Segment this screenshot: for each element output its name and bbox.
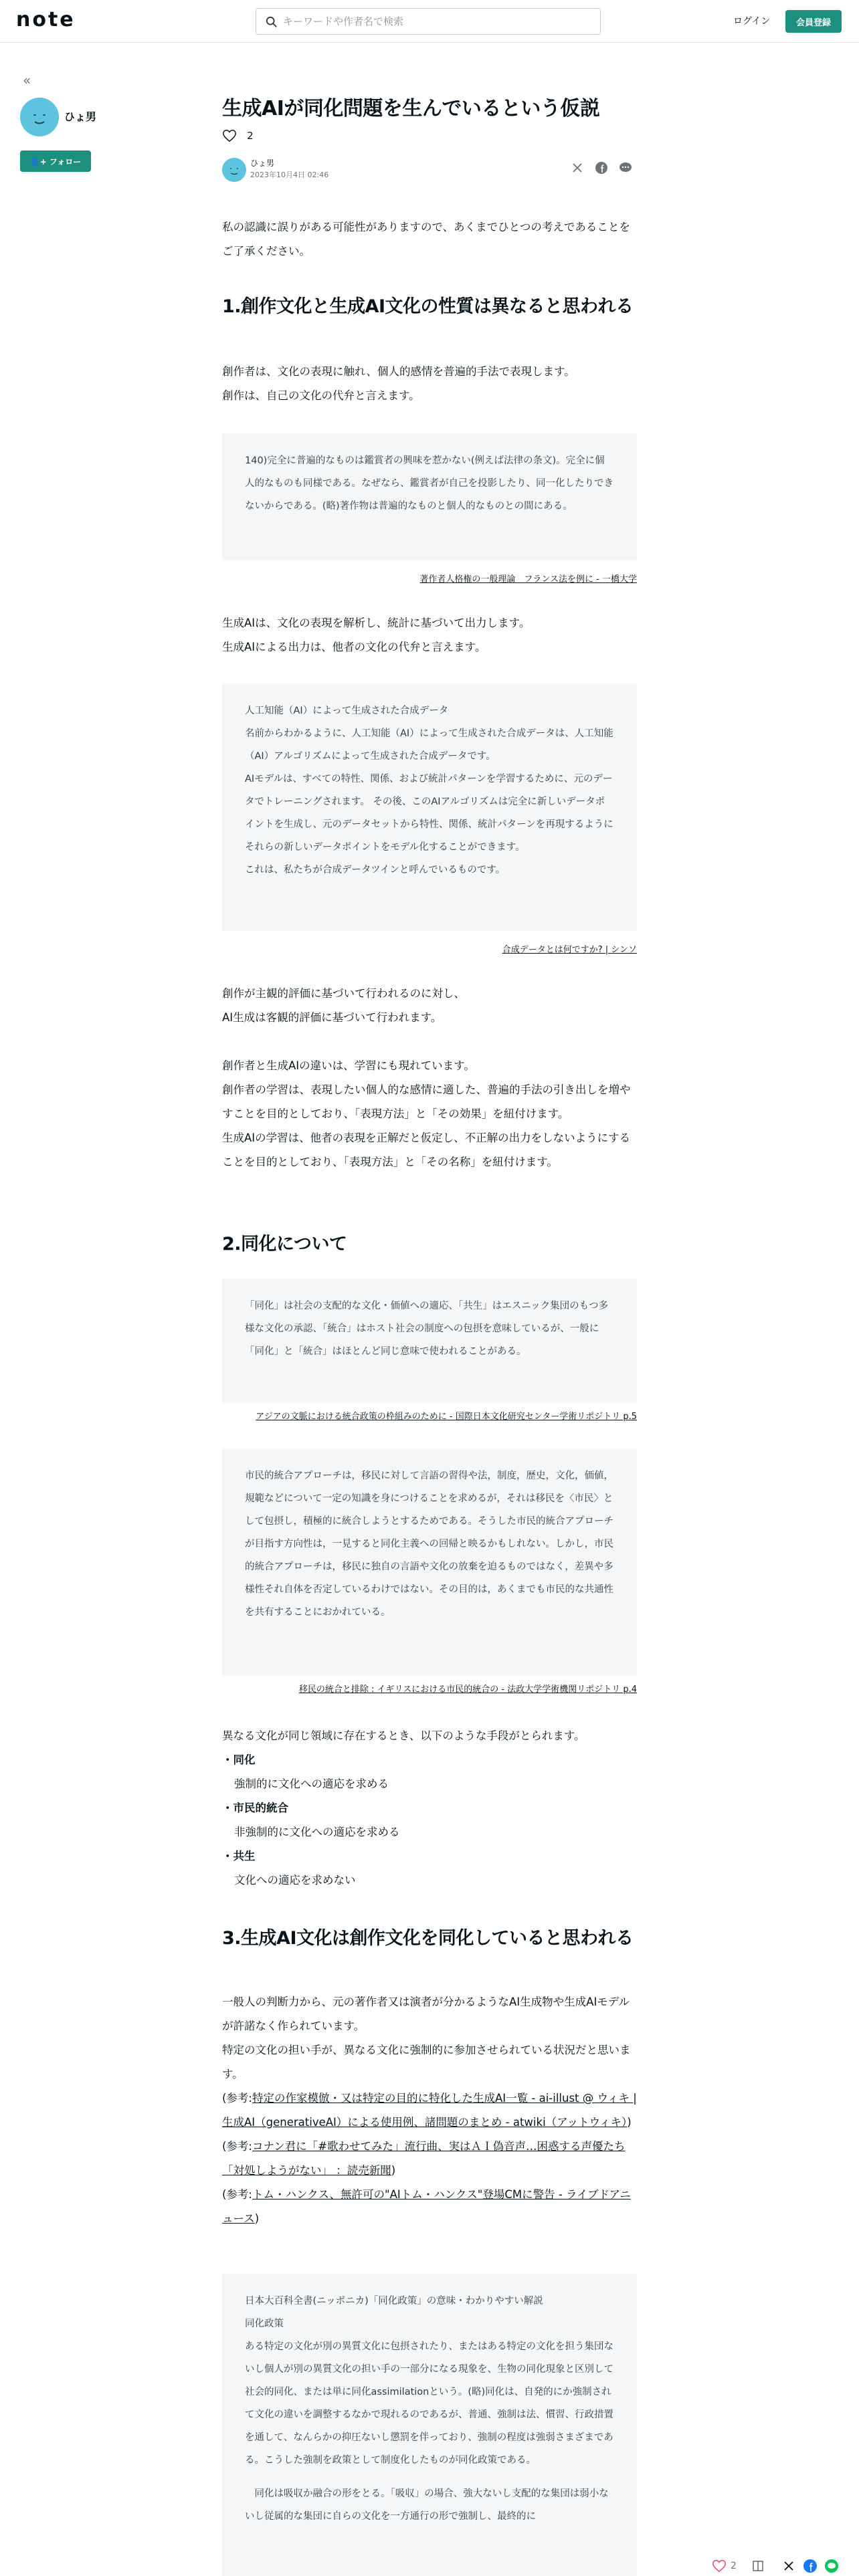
bookmark-icon[interactable] [751, 2559, 765, 2573]
paragraph [222, 1054, 637, 1174]
hatena-icon[interactable] [618, 160, 633, 175]
facebook-icon[interactable] [594, 160, 609, 175]
text-line: 生成AIによる出力は、他者の文化の代弁と言えます。 [222, 641, 486, 653]
like-count[interactable]: 2 [247, 130, 254, 142]
list-item: ・同化 [222, 1753, 256, 1766]
search-input[interactable] [283, 9, 591, 34]
collapse-icon[interactable]: « [23, 72, 31, 88]
reference-link[interactable]: 特定の作家模倣・又は特定の目的に特化した生成AI一覧 - ai-illust @ ウィキ | 生成AI（generativeAI）による使用例、諸問題のまとめ - atwiki（アットウィキ） [222, 2092, 637, 2129]
text-line: 生成AIの学習は、他者の表現を正解だと仮定し、不正解の出力をしないようにすることを目的としており、「表現方法」と「その名称」を紐付けます。 [222, 1132, 631, 1168]
quote-text: これは、私たちが合成データツインと呼んでいるものです。 [245, 865, 506, 875]
quote-text: 同化は吸収か融合の形をとる。「吸収」の場合、強大ないし支配的な集団は弱小ないし従属的な集団に自らの文化を一方通行の形で強制し、最終的に [245, 2488, 609, 2522]
facebook-icon[interactable] [803, 2559, 818, 2573]
text-line: 特定の文化の担い手が、異なる文化に強制的に参加させられている状況だと思います。 [222, 2044, 631, 2080]
text-line: 一般人の判断力から、元の著作者又は演者が分かるようなAI生成物や生成AIモデルが許諾なく作られています。 [222, 1996, 630, 2032]
login-link[interactable]: ログイン [733, 16, 771, 27]
like-count[interactable]: 2 [731, 2561, 737, 2571]
list-item-desc: 非強制的に文化への適応を求める [234, 1826, 400, 1838]
reference-link[interactable]: トム・ハンクス、無許可の"AIトム・ハンクス"登場CMに警告 - ライブドアニュース [222, 2188, 631, 2225]
text-line: AI生成は客観的評価に基づいて行われます。 [222, 1011, 442, 1024]
section-heading-2: 2.同化について [222, 1234, 347, 1255]
section-heading-3: 3.生成AI文化は創作文化を同化していると思われる [222, 1928, 634, 1949]
text-line: 創作者と生成AIの違いは、学習にも現れています。 [222, 1059, 475, 1072]
quote-text: AIモデルは、すべての特性、関係、および統計パターンを学習するために、元のデータでトレーニングされます。 その後、このAIアルゴリズムは完全に新しいデータポイントを生成し、元のデータセットから特性、関係、統計パターンを再現するようにそれらの新しいデータポイントをモデル化することができます。 [245, 774, 613, 853]
ref-prefix: (参考: [222, 2188, 252, 2201]
paragraph [222, 1724, 637, 1893]
blockquote [222, 1279, 637, 1403]
paragraph [222, 1990, 637, 2231]
text-line: 創作者の学習は、表現したい個人的な感情に適した、普遍的手法の引き出しを増やすことを目的としており、「表現方法」と「その効果」を紐付けます。 [222, 1083, 631, 1120]
ref-prefix: (参考: [222, 2092, 252, 2105]
person-plus-icon: 👤+ [29, 156, 47, 167]
like-row [222, 128, 254, 146]
site-header [0, 0, 859, 43]
ref-prefix: (参考: [222, 2140, 252, 2153]
heart-icon[interactable] [712, 2559, 727, 2573]
text-line: 創作者は、文化の表現に触れ、個人的感情を普遍的手法で表現します。 [222, 365, 575, 378]
ref-suffix: ) [254, 2212, 260, 2225]
intro-paragraph [222, 215, 637, 263]
page-title: 生成AIが同化問題を生んでいるという仮説 [222, 97, 600, 120]
ref-suffix: ) [627, 2116, 632, 2129]
paragraph [222, 360, 637, 408]
quote-text: ある特定の文化が別の異質文化に包摂されたり、またはある特定の文化を担う集団ないし個人が別の異質文化の担い手の一部分になる現象を、生物の同化現象と区別して社会的同化、または単に同化assimilationという。(略)同化は、自発的にか強制されて文化の違いを調整するなかで現れるのであるが、普通、強制は法、慣習、行政措置を通して、なんらかの抑圧ないし懲罰を伴っており、強制の程度は強弱さまざまである。こうした強制を政策として制度化したものが同化政策である。 [245, 2341, 613, 2466]
search-box [256, 8, 601, 35]
blockquote [222, 683, 637, 931]
author-name[interactable]: ひょ男 [250, 158, 275, 168]
list-item: ・市民的統合 [222, 1802, 288, 1814]
quote-text: 同化政策 [245, 2319, 284, 2329]
line-icon[interactable] [824, 2559, 839, 2573]
section-heading-1: 1.創作文化と生成AI文化の性質は異なると思われる [222, 296, 634, 317]
intro-line: 私の認識に誤りがある可能性がありますので、あくまでひとつの考えであることをご了承ください。 [222, 221, 630, 257]
author-avatar[interactable] [222, 158, 246, 182]
heart-icon[interactable] [222, 128, 237, 143]
reference-line [222, 2183, 637, 2231]
citation-link[interactable]: 著作者人格権の一般理論 フランス法を例に - 一橋大学 [419, 574, 637, 584]
search-icon [266, 16, 278, 28]
quote-text: 「同化」は社会の支配的な文化・価値への適応、「共生」はエスニック集団のもつ多様な文化の承認、「統合」はホスト社会の制度への包摂を意味しているが、一般に「同化」と「統合」はほとんど同じ意味で使われることがある。 [245, 1301, 609, 1357]
citation-link[interactable]: 移民の統合と排除 : イギリスにおける市民的統合の - 法政大学学術機関リポジトリ p.4 [298, 1685, 637, 1695]
text-line: 生成AIは、文化の表現を解析し、統計に基づいて出力します。 [222, 617, 531, 629]
quote-text: 人工知能（AI）によって生成された合成データ [245, 706, 449, 716]
x-icon[interactable] [781, 2559, 796, 2573]
ref-suffix: ) [391, 2164, 396, 2177]
text-line: 創作は、自己の文化の代弁と言えます。 [222, 389, 420, 402]
share-icons [570, 160, 637, 177]
quote-text: 市民的統合アプローチは，移民に対して言語の習得や法，制度，歴史，文化，価値，規範などについて一定の知識を身につけることを求めるが，それは移民を〈市民〉として包摂し，積極的に統合しようとするためである。そうした市民的統合アプローチが目指す方向性は，一見すると同化主義への回帰と映るかもしれない。しかし，市民的統合アプローチは，移民に独自の言語や文化の放棄を迫るものではなく，差異や多様性それ自体を否定しているわけではない。その目的は，あくまでも市民的な共通性を共有することにおかれている。 [245, 1471, 613, 1618]
text-line: 異なる文化が同じ領域に存在するとき、以下のような手段がとられます。 [222, 1729, 585, 1742]
follow-button[interactable] [20, 150, 91, 172]
paragraph [222, 611, 637, 659]
reference-line [222, 2086, 637, 2135]
reference-line [222, 2135, 637, 2183]
citation-link[interactable]: 合成データとは何ですか? | シンソ [502, 945, 637, 955]
blockquote [222, 433, 637, 560]
floating-action-bar [704, 2556, 859, 2576]
quote-text: 名前からわかるように、人工知能（AI）によって生成された合成データは、人工知能（AI）アルゴリズムによって生成された合成データです。 [245, 728, 613, 762]
publish-date: 2023年10月4日 02:46 [250, 171, 329, 179]
blockquote [222, 2274, 637, 2576]
sidebar-author-name[interactable]: ひょ男 [64, 110, 97, 123]
list-item-desc: 文化への適応を求めない [234, 1874, 356, 1887]
avatar[interactable] [20, 98, 59, 136]
x-icon[interactable] [570, 160, 585, 175]
reference-link[interactable]: コナン君に「#歌わせてみた」流行曲、実はＡＩ偽音声…困惑する声優たち「対処しようがない」 ：読売新聞 [222, 2140, 626, 2177]
text-line: 創作が主観的評価に基づいて行われるのに対し、 [222, 987, 465, 1000]
quote-text: 140)完全に普遍的なものは鑑賞者の興味を惹かない(例えば法律の条文)。完全に個人的なものも同様である。なぜなら、鑑賞者が自己を投影したり、同一化したりできないからである。(略)著作物は普遍的なものと個人的なものとの間にある。 [245, 455, 613, 512]
quote-text: 日本大百科全書(ニッポニカ)「同化政策」の意味・わかりやすい解説 [245, 2296, 543, 2306]
citation-link[interactable]: アジアの文脈における統合政策の枠組みのために - 国際日本文化研究センター学術リポジトリ p.5 [256, 1412, 637, 1422]
follow-label: フォロー [49, 156, 82, 167]
blockquote [222, 1448, 637, 1676]
list-item-desc: 強制的に文化への適応を求める [234, 1778, 389, 1790]
paragraph [222, 982, 637, 1030]
signup-button[interactable]: 会員登録 [785, 10, 842, 33]
note-logo[interactable]: note [16, 8, 76, 31]
list-item: ・共生 [222, 1850, 256, 1862]
